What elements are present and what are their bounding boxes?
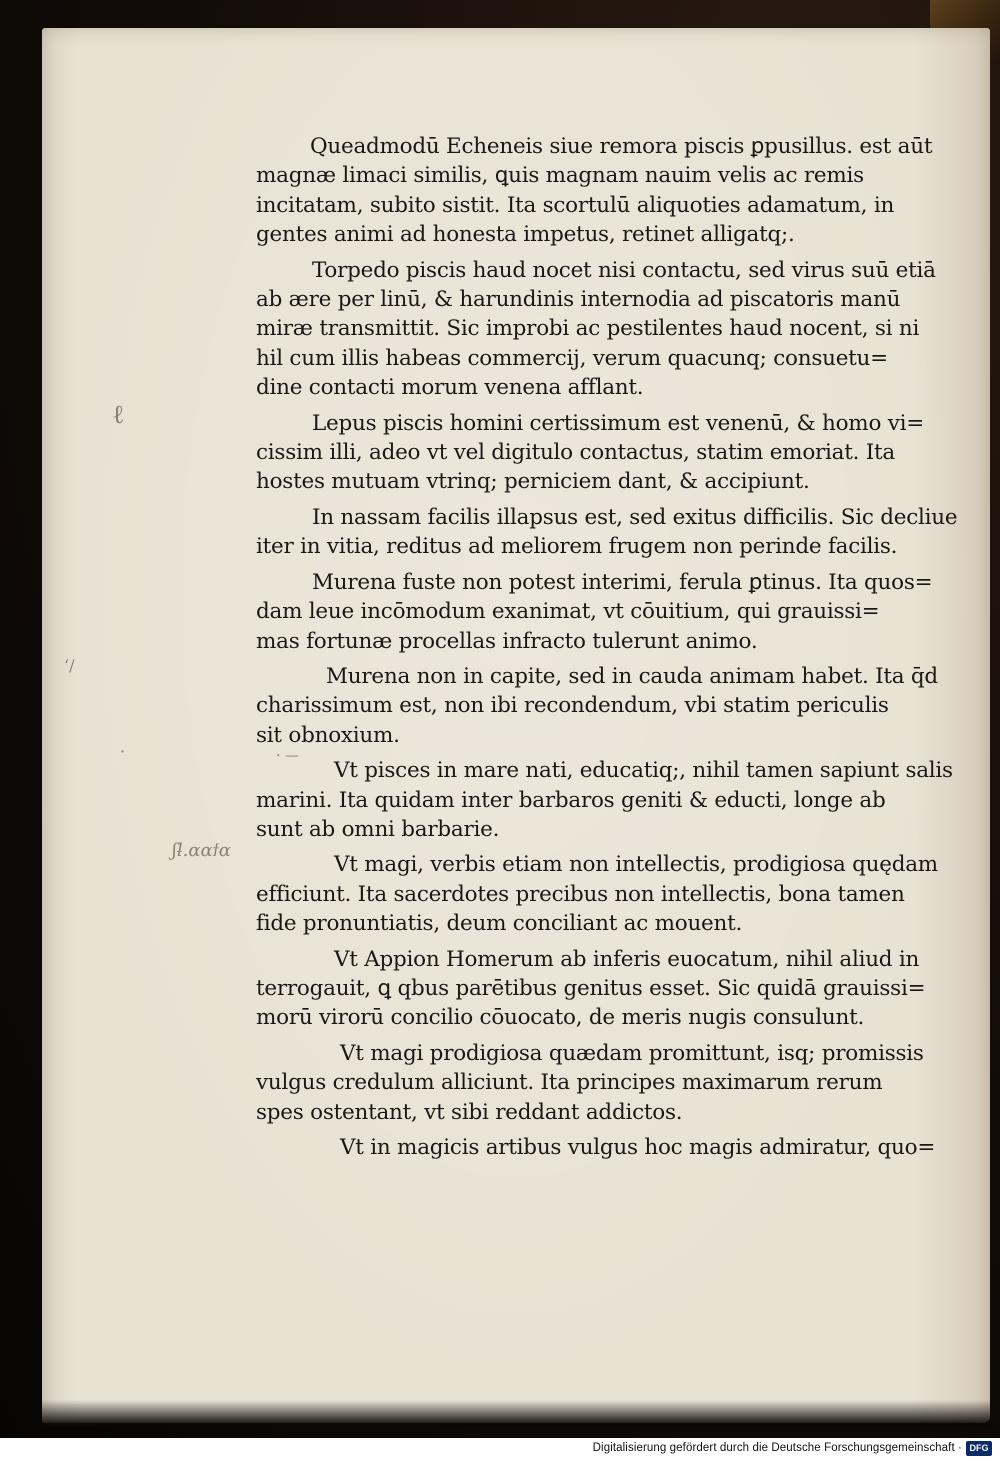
text-line: Vt magi, verbis etiam non intellectis, prodigiosa quędam xyxy=(334,852,938,878)
text-line: fide pronuntiatis, deum conciliant ac mouent. xyxy=(256,911,743,937)
text-line: mas fortunæ procellas infracto tulerunt animo. xyxy=(256,628,758,654)
margin-mark-5: ʃƚ.ɑɑϯɑ xyxy=(172,840,231,861)
text-line: Queadmodū Echeneis siue remora piscis ꝑpusillus. est aūt xyxy=(310,134,933,159)
text-line: sunt ab omni barbarie. xyxy=(256,816,500,842)
paragraph-nassa xyxy=(256,503,956,562)
paragraph-murena-cauda xyxy=(256,662,956,750)
text-line: cissim illi, adeo vt vel digitulo contactus, statim emoriat. Ita xyxy=(256,440,895,466)
text-line: Vt pisces in mare nati, educatiq;, nihil tamen sapiunt salis xyxy=(334,758,953,784)
text-line: hostes mutuam vtrinq; perniciem dant, & accipiunt. xyxy=(256,469,810,495)
paragraph-torpedo xyxy=(256,256,956,403)
margin-mark-3: · xyxy=(120,742,126,761)
dfg-logo-icon: DFG xyxy=(966,1441,992,1456)
text-line: gentes animi ad honesta impetus, retinet alligatq;. xyxy=(256,222,795,248)
text-line: miræ transmittit. Sic improbi ac pestilentes haud nocent, si ni xyxy=(256,316,920,342)
page-text xyxy=(256,128,956,1168)
text-line: dam leue incōmodum exanimat, vt cōuitium, qui grauissi= xyxy=(256,599,880,625)
paragraph-echeneis xyxy=(256,132,956,250)
margin-mark-2: ʻ/ xyxy=(64,656,75,675)
text-line: In nassam facilis illapsus est, sed exitus difficilis. Sic decliue xyxy=(312,504,958,530)
text-line: marini. Ita quidam inter barbaros geniti & educti, longe ab xyxy=(256,787,886,813)
text-line: charissimum est, non ibi recondendum, vbi statim periculis xyxy=(256,693,889,719)
footer-bar xyxy=(0,1438,1000,1461)
text-line: Vt Appion Homerum ab inferis euocatum, nihil aliud in xyxy=(334,946,920,972)
text-line: vulgus credulum alliciunt. Ita principes maximarum rerum xyxy=(256,1070,883,1096)
text-line: Torpedo piscis haud nocet nisi contactu, sed virus suū etiā xyxy=(312,257,936,283)
text-line: ab ære per linū, & harundinis internodia ad piscatoris manū xyxy=(256,287,901,313)
paragraph-murena-ferula xyxy=(256,568,956,656)
paragraph-appion xyxy=(256,945,956,1033)
text-line: efficiunt. Ita sacerdotes precibus non intellectis, bona tamen xyxy=(256,881,905,907)
text-line: iter in vitia, reditus ad meliorem frugem non perinde facilis. xyxy=(256,534,898,560)
text-line: spes ostentant, vt sibi reddant addictos. xyxy=(256,1099,683,1125)
text-line: dine contacti morum venena afflant. xyxy=(256,375,644,401)
paragraph-magi-promittunt xyxy=(256,1039,956,1127)
text-line: incitatam, subito sistit. Ita scortulū aliquoties adamatum, in xyxy=(256,192,895,218)
paragraph-pisces xyxy=(256,756,956,844)
paragraph-lepus xyxy=(256,409,956,497)
text-line: Vt magi prodigiosa quædam promittunt, isq; promissis xyxy=(340,1040,924,1066)
text-line: hil cum illis habeas commercij, verum quacunq; consuetu= xyxy=(256,345,888,371)
text-line: morū virorū concilio cōuocato, de meris nugis consulunt. xyxy=(256,1005,865,1031)
text-line: Murena non in capite, sed in cauda animam habet. Ita q̄d xyxy=(326,663,938,689)
paragraph-magicis xyxy=(256,1133,956,1162)
page-bottom-shadow xyxy=(42,1400,990,1426)
margin-mark-1: ℓ xyxy=(112,400,125,430)
text-line: Lepus piscis homini certissimum est venenū, & homo vi= xyxy=(312,410,925,436)
paragraph-magi-verbis xyxy=(256,850,956,938)
margin-mark-4: · — xyxy=(276,748,299,764)
text-line: terrogauit, ꝗ qbus parētibus genitus esset. Sic quidā grauissi= xyxy=(256,975,926,1001)
text-line: magnæ limaci similis, ꝗuis magnam nauim velis ac remis xyxy=(256,163,864,189)
footer-credit: Digitalisierung gefördert durch die Deutsche Forschungsgemeinschaft · xyxy=(592,1442,962,1454)
text-line: Murena fuste non potest interimi, ferula ꝑtinus. Ita quos= xyxy=(312,569,933,595)
text-line: Vt in magicis artibus vulgus hoc magis admiratur, quo= xyxy=(340,1135,936,1160)
text-line: sit obnoxium. xyxy=(256,722,400,748)
